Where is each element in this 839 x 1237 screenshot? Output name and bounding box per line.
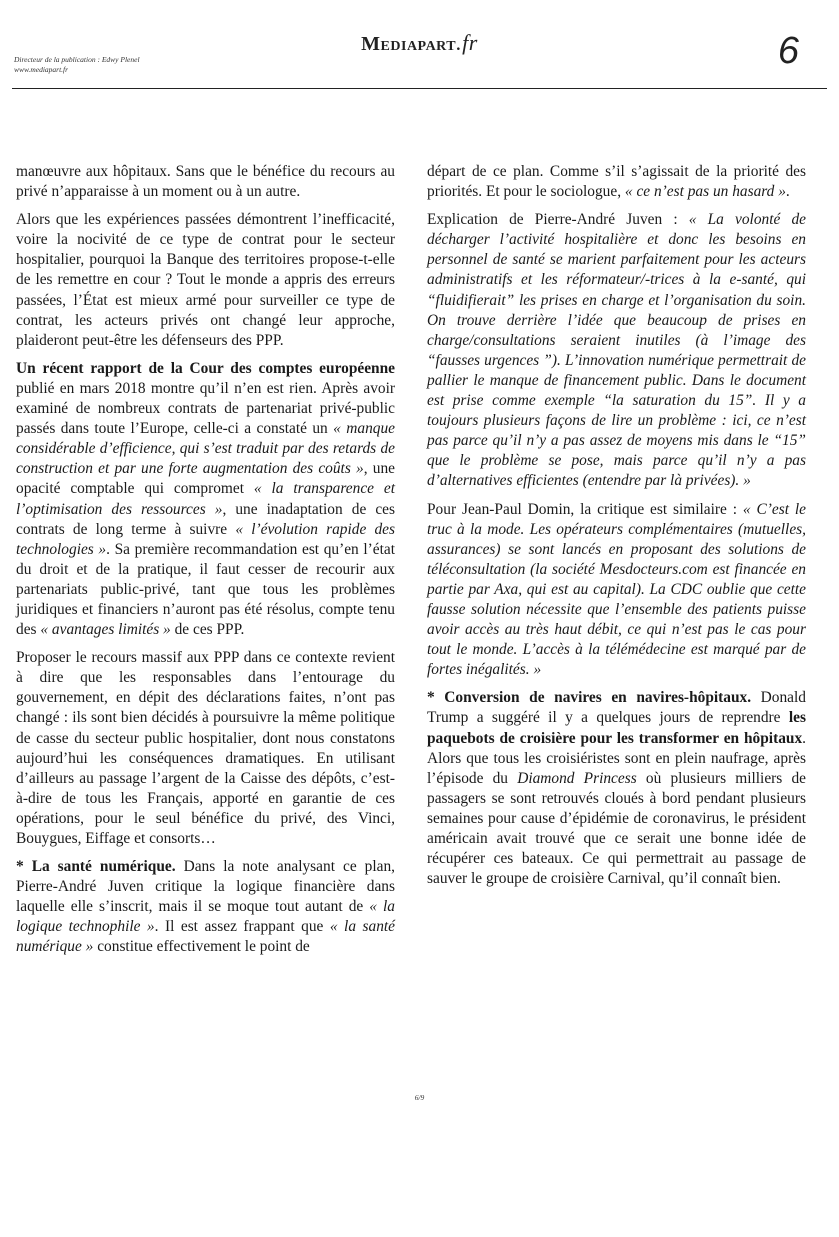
paragraph: départ de ce plan. Comme s’il s’agissait de la priorité des priorités. Et pour le sociologue, « ce n’est pas un hasard ».: [427, 163, 806, 201]
quote: « manque considérable d’efficience, qui s’est traduit par des retards de construction et par une forte augmentation des coûts »: [16, 420, 395, 478]
publication-director: Directeur de la publication : Edwy Plenel: [14, 55, 140, 64]
section-heading: * Conversion de navires en navires-hôpitaux.: [427, 689, 752, 707]
page-number: 6: [777, 30, 799, 72]
bold-link-text: Un récent rapport de la Cour des comptes européenne: [16, 359, 395, 377]
quote: « C’est le truc à la mode. Les opérateurs complémentaires (mutuelles, assurances) se sont lancés en proposant des solutions de téléconsultation (la société Mesdocteurs.com est financée en partie par Axa, qui est au capital). La CDC oublie que cette fausse solution nécessite que l’ensemble des patients puisse avoir accès au très haut débit, ce qui n’est pas le cas pour tout le monde. L’accès à la télémédecine est marqué par de fortes inégalités. »: [427, 500, 806, 679]
section-heading: * La santé numérique.: [16, 858, 176, 876]
paragraph: Pour Jean-Paul Domin, la critique est similaire : « C’est le truc à la mode. Les opérateurs complémentaires (mutuelles, assurances) se sont lancés en proposant des solutions de téléconsultation (la société Mesdocteurs.com est financée en partie par Axa, qui est au capital). La CDC oublie que cette fausse solution nécessite que l’ensemble des patients puisse avoir accès au très haut débit, ce qui n’est pas le cas pour tout le monde. L’accès à la télémédecine est marqué par de fortes inégalités. »: [427, 500, 806, 679]
ship-name: Diamond Princess: [517, 769, 637, 787]
publication-meta: [14, 55, 140, 75]
paragraph: Proposer le recours massif aux PPP dans ce contexte revient à dire que les responsables dans l’entourage du gouvernement, en dépit des déclarations faites, n’ont pas changé : ils sont bien décidés à poursuivre la même politique de casse du secteur public hospitalier, dont nous constatons aujourd’hui les conséquences dramatiques. En utilisant d’ailleurs au passage l’argent de la Caisse des dépôts, c’est-à-dire de tous les Français, apporté en garantie de ces opérations, pour le seul bénéfice du privé, des Vinci, Bouygues, Eiffage et consorts…: [16, 649, 395, 847]
paragraph: manœuvre aux hôpitaux. Sans que le bénéfice du recours au privé n’apparaisse à un moment ou à un autre.: [16, 163, 395, 201]
logo-suffix: .fr: [456, 30, 478, 55]
paragraph: * La santé numérique. Dans la note analysant ce plan, Pierre-André Juven critique la logique financière dans laquelle elle s’inscrit, mais il se moque tout autant de « la logique technophile ». Il est assez frappant que « la santé numérique » constitue effectivement le point de: [16, 858, 396, 956]
bold-link-text: les paquebots de croisière pour les transformer en hôpitaux: [427, 709, 806, 747]
quote: « l’évolution rapide des technologies »: [16, 520, 395, 558]
paragraph: Explication de Pierre-André Juven : « La volonté de décharger l’activité hospitalière et donc les besoins en personnel de santé se marient parfaitement pour les acteurs administratifs et les réformateur/-trices à la e-santé, qui “fluidifierait” les prises en charge et l’organisation du soin. On trouve derrière l’idée que beaucoup de prises en charge/consultations seraient inutiles (à l’image des “fausses urgences ”). L’innovation numérique permettrait de pallier le manque de financement public. Dans le document est prise comme exemple “la saturation du 15”. Il y a toujours plusieurs façons de lire un problème : ici, ce n’est pas parce qu’il n’y a pas assez de moyens mis dans le “15” que le problème se pose, mais parce qu’il n’y a pas d’alternatives efficientes (entendre par là privées). »: [427, 211, 806, 490]
quote: « La volonté de décharger l’activité hospitalière et donc les besoins en personnel de santé se marient parfaitement pour les acteurs administratifs et les réformateur/-trices à la e-santé, qui “fluidifierait” les prises en charge et l’organisation du soin. On trouve derrière l’idée que beaucoup de prises en charge/consultations seraient inutiles (à l’image des “fausses urgences ”). L’innovation numérique permettrait de pallier le manque de financement public. Dans le document est prise comme exemple “la saturation du 15”. Il y a toujours plusieurs façons de lire un problème : ici, ce n’est pas parce qu’il n’y a pas assez de moyens mis dans le “15” que le problème se pose, mais parce qu’il n’y a pas d’alternatives efficientes (entendre par là privées). »: [427, 211, 806, 490]
quote: « ce n’est pas un hasard »: [624, 183, 786, 201]
header-divider: [12, 88, 827, 89]
paragraph: Alors que les expériences passées démontrent l’inefficacité, voire la nocivité de ce type de contrat pour le secteur hospitalier, pourquoi la Banque des territoires propose-t-elle de les remettre en cour ? Tout le monde a appris des erreurs passées, l’État est mieux armé pour surveiller ce type de contrat, les acteurs privés ont changé leur approche, plaideront peut-être les défenseurs des PPP.: [16, 211, 395, 349]
quote: « la santé numérique »: [16, 918, 395, 956]
paragraph: * Conversion de navires en navires-hôpitaux. Donald Trump a suggéré il y a quelques jours de reprendre les paquebots de croisière pour les transformer en hôpitaux. Alors que tous les croisiéristes sont en plein naufrage, après l’épisode du Diamond Princess où plusieurs milliers de passagers se sont retrouvés cloués à bord pendant plusieurs semaines pour cause d’épidémie de coronavirus, le président américain avait trouvé que ce serait une bonne idée de récupérer ces bateaux. Ce qui permettrait au passage de sauver le groupe de croisière Carnival, qu’il connaît bien.: [427, 689, 806, 888]
mediapart-logo: [0, 30, 839, 56]
page-header: [0, 0, 839, 92]
logo-main: Mediapart: [361, 33, 457, 55]
quote: « la logique technophile »: [16, 898, 395, 936]
website-url: www.mediapart.fr: [14, 65, 69, 74]
right-column: [427, 162, 806, 897]
page-indicator: 6/9: [414, 1093, 425, 1102]
quote: « avantages limités »: [40, 621, 171, 639]
quote: « la transparence et l’optimisation des ressources »: [16, 480, 395, 518]
left-column: [16, 162, 395, 966]
paragraph: Un récent rapport de la Cour des comptes européenne publié en mars 2018 montre qu’il n’en est rien. Après avoir examiné de nombreux contrats de partenariat privé-public passés dans toute l’Europe, celle-ci a constaté un « manque considérable d’efficience, qui s’est traduit par des retards de construction et par une forte augmentation des coûts », une opacité comptable qui compromet « la transparence et l’optimisation des ressources », une inadaptation de ces contrats de long terme à suivre « l’évolution rapide des technologies ». Sa première recommandation est qu’en l’état du droit et de la pratique, il faut cesser de recourir aux partenariats public-privé, tant que tous les problèmes juridiques et financiers n’auront pas été résolus, compte tenu des « avantages limités » de ces PPP.: [16, 359, 395, 639]
